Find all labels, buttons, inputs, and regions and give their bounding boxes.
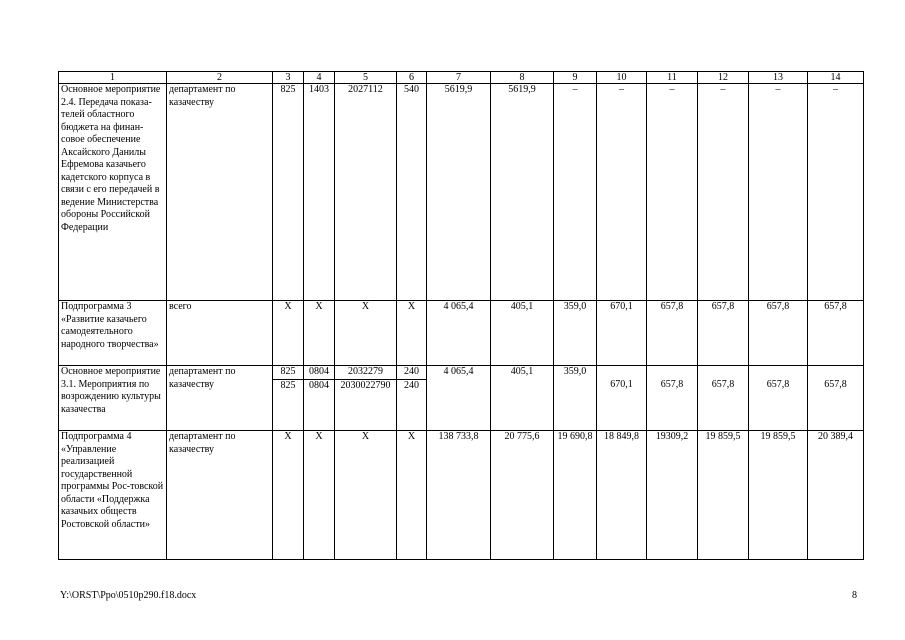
amount-cell: 4 065,4 [427,301,491,366]
amount-cell: – [698,84,749,301]
amount-cell: 405,1 [491,301,554,366]
table-row [59,431,864,560]
amount-value: 657,8 [766,379,790,390]
row-executor-cell: департамент по казачеству [167,84,273,301]
code-value: 2030022790 [335,379,397,393]
amount-cell [647,366,698,431]
code-cell [335,84,397,301]
row-name-cell: Подпрограмма 4 «Управление реализацией государственной программы Рос-товской области «Поддержка казачьих обществ Ростовской области» [59,431,167,560]
amount-cell: 359,0 [554,366,597,431]
amount-cell [597,366,647,431]
header-cell: 7 [427,72,491,84]
amount-cell [808,366,864,431]
row-name-cell: Основное мероприятие 2.4. Передача показа-телей областного бюджета на финан-совое обеспечение Аксайского Данилы Ефремова казачьего кадетского корпуса в связи с его передачей в ведение Министерства обороны Российской Федерации [59,84,167,301]
header-cell: 14 [808,72,864,84]
code-value: 240 [397,379,427,393]
amount-cell: – [647,84,698,301]
header-row [59,72,864,84]
code-value: Х [407,431,416,442]
row-executor-cell: департамент по казачеству [167,366,273,431]
code-value: Х [315,301,323,312]
code-cell [304,84,335,301]
amount-cell: – [597,84,647,301]
row-executor-cell: всего [167,301,273,366]
code-cell [273,301,304,366]
header-cell: 13 [749,72,808,84]
amount-value: 657,8 [824,379,847,390]
header-cell: 1 [59,72,167,84]
code-cell [335,301,397,366]
code-cell [397,366,427,431]
code-cell [304,301,335,366]
table-row [59,366,864,431]
amount-cell: 19309,2 [647,431,698,560]
amount-cell: 657,8 [808,301,864,366]
code-value: Х [407,301,416,312]
code-value: 1403 [309,84,329,95]
code-cell [273,366,304,431]
code-value: 2027112 [348,84,383,95]
code-cell [335,366,397,431]
code-value: 825 [280,84,296,95]
code-cell [397,431,427,560]
amount-cell: 19 690,8 [554,431,597,560]
table-row [59,84,864,301]
amount-cell: 657,8 [698,301,749,366]
code-value: Х [361,431,370,442]
code-value: 0804 [309,366,329,377]
header-cell: 4 [304,72,335,84]
amount-cell: 18 849,8 [597,431,647,560]
row-executor-cell: департамент по казачеству [167,431,273,560]
code-cell [397,84,427,301]
amount-cell: 657,8 [647,301,698,366]
header-cell: 8 [491,72,554,84]
amount-cell: 5619,9 [427,84,491,301]
amount-cell: 657,8 [749,301,808,366]
header-cell: 6 [397,72,427,84]
code-value: 0804 [304,379,335,393]
page-number: 8 [852,590,857,601]
amount-value: 657,8 [660,379,684,390]
header-cell: 2 [167,72,273,84]
code-value: Х [284,431,292,442]
amount-cell: 4 065,4 [427,366,491,431]
code-cell [273,431,304,560]
amount-cell: – [554,84,597,301]
amount-cell: – [749,84,808,301]
header-cell: 5 [335,72,397,84]
header-cell: 12 [698,72,749,84]
code-value: 240 [404,366,419,377]
code-cell [335,431,397,560]
code-value: 825 [273,379,304,393]
code-cell [304,431,335,560]
amount-cell [749,366,808,431]
code-cell [304,366,335,431]
amount-cell: 19 859,5 [749,431,808,560]
amount-cell: 138 733,8 [427,431,491,560]
amount-cell: 20 389,4 [808,431,864,560]
code-value: Х [315,431,323,442]
amount-cell: 5619,9 [491,84,554,301]
row-name-cell: Основное мероприятие 3.1. Мероприятия по возрождению культуры казачества [59,366,167,431]
budget-table [58,71,864,560]
amount-cell: 20 775,6 [491,431,554,560]
amount-cell: 405,1 [491,366,554,431]
amount-cell: 359,0 [554,301,597,366]
footer-file-path: Y:\ORST\Ppo\0510p290.f18.docx [60,590,197,601]
code-value: Х [361,301,370,312]
row-name-cell: Подпрограмма 3 «Развитие казачьего самодеятельного народного творчества» [59,301,167,366]
amount-cell: 670,1 [597,301,647,366]
table-row [59,301,864,366]
amount-cell: 19 859,5 [698,431,749,560]
code-value: Х [284,301,292,312]
code-value: 540 [404,84,419,95]
amount-value: 670,1 [610,379,633,390]
amount-value: 657,8 [711,379,735,390]
amount-cell: – [808,84,864,301]
code-cell [273,84,304,301]
code-cell [397,301,427,366]
code-value: 825 [280,366,296,377]
header-cell: 10 [597,72,647,84]
amount-cell [698,366,749,431]
header-cell: 3 [273,72,304,84]
header-cell: 11 [647,72,698,84]
header-cell: 9 [554,72,597,84]
code-value: 2032279 [348,366,383,377]
